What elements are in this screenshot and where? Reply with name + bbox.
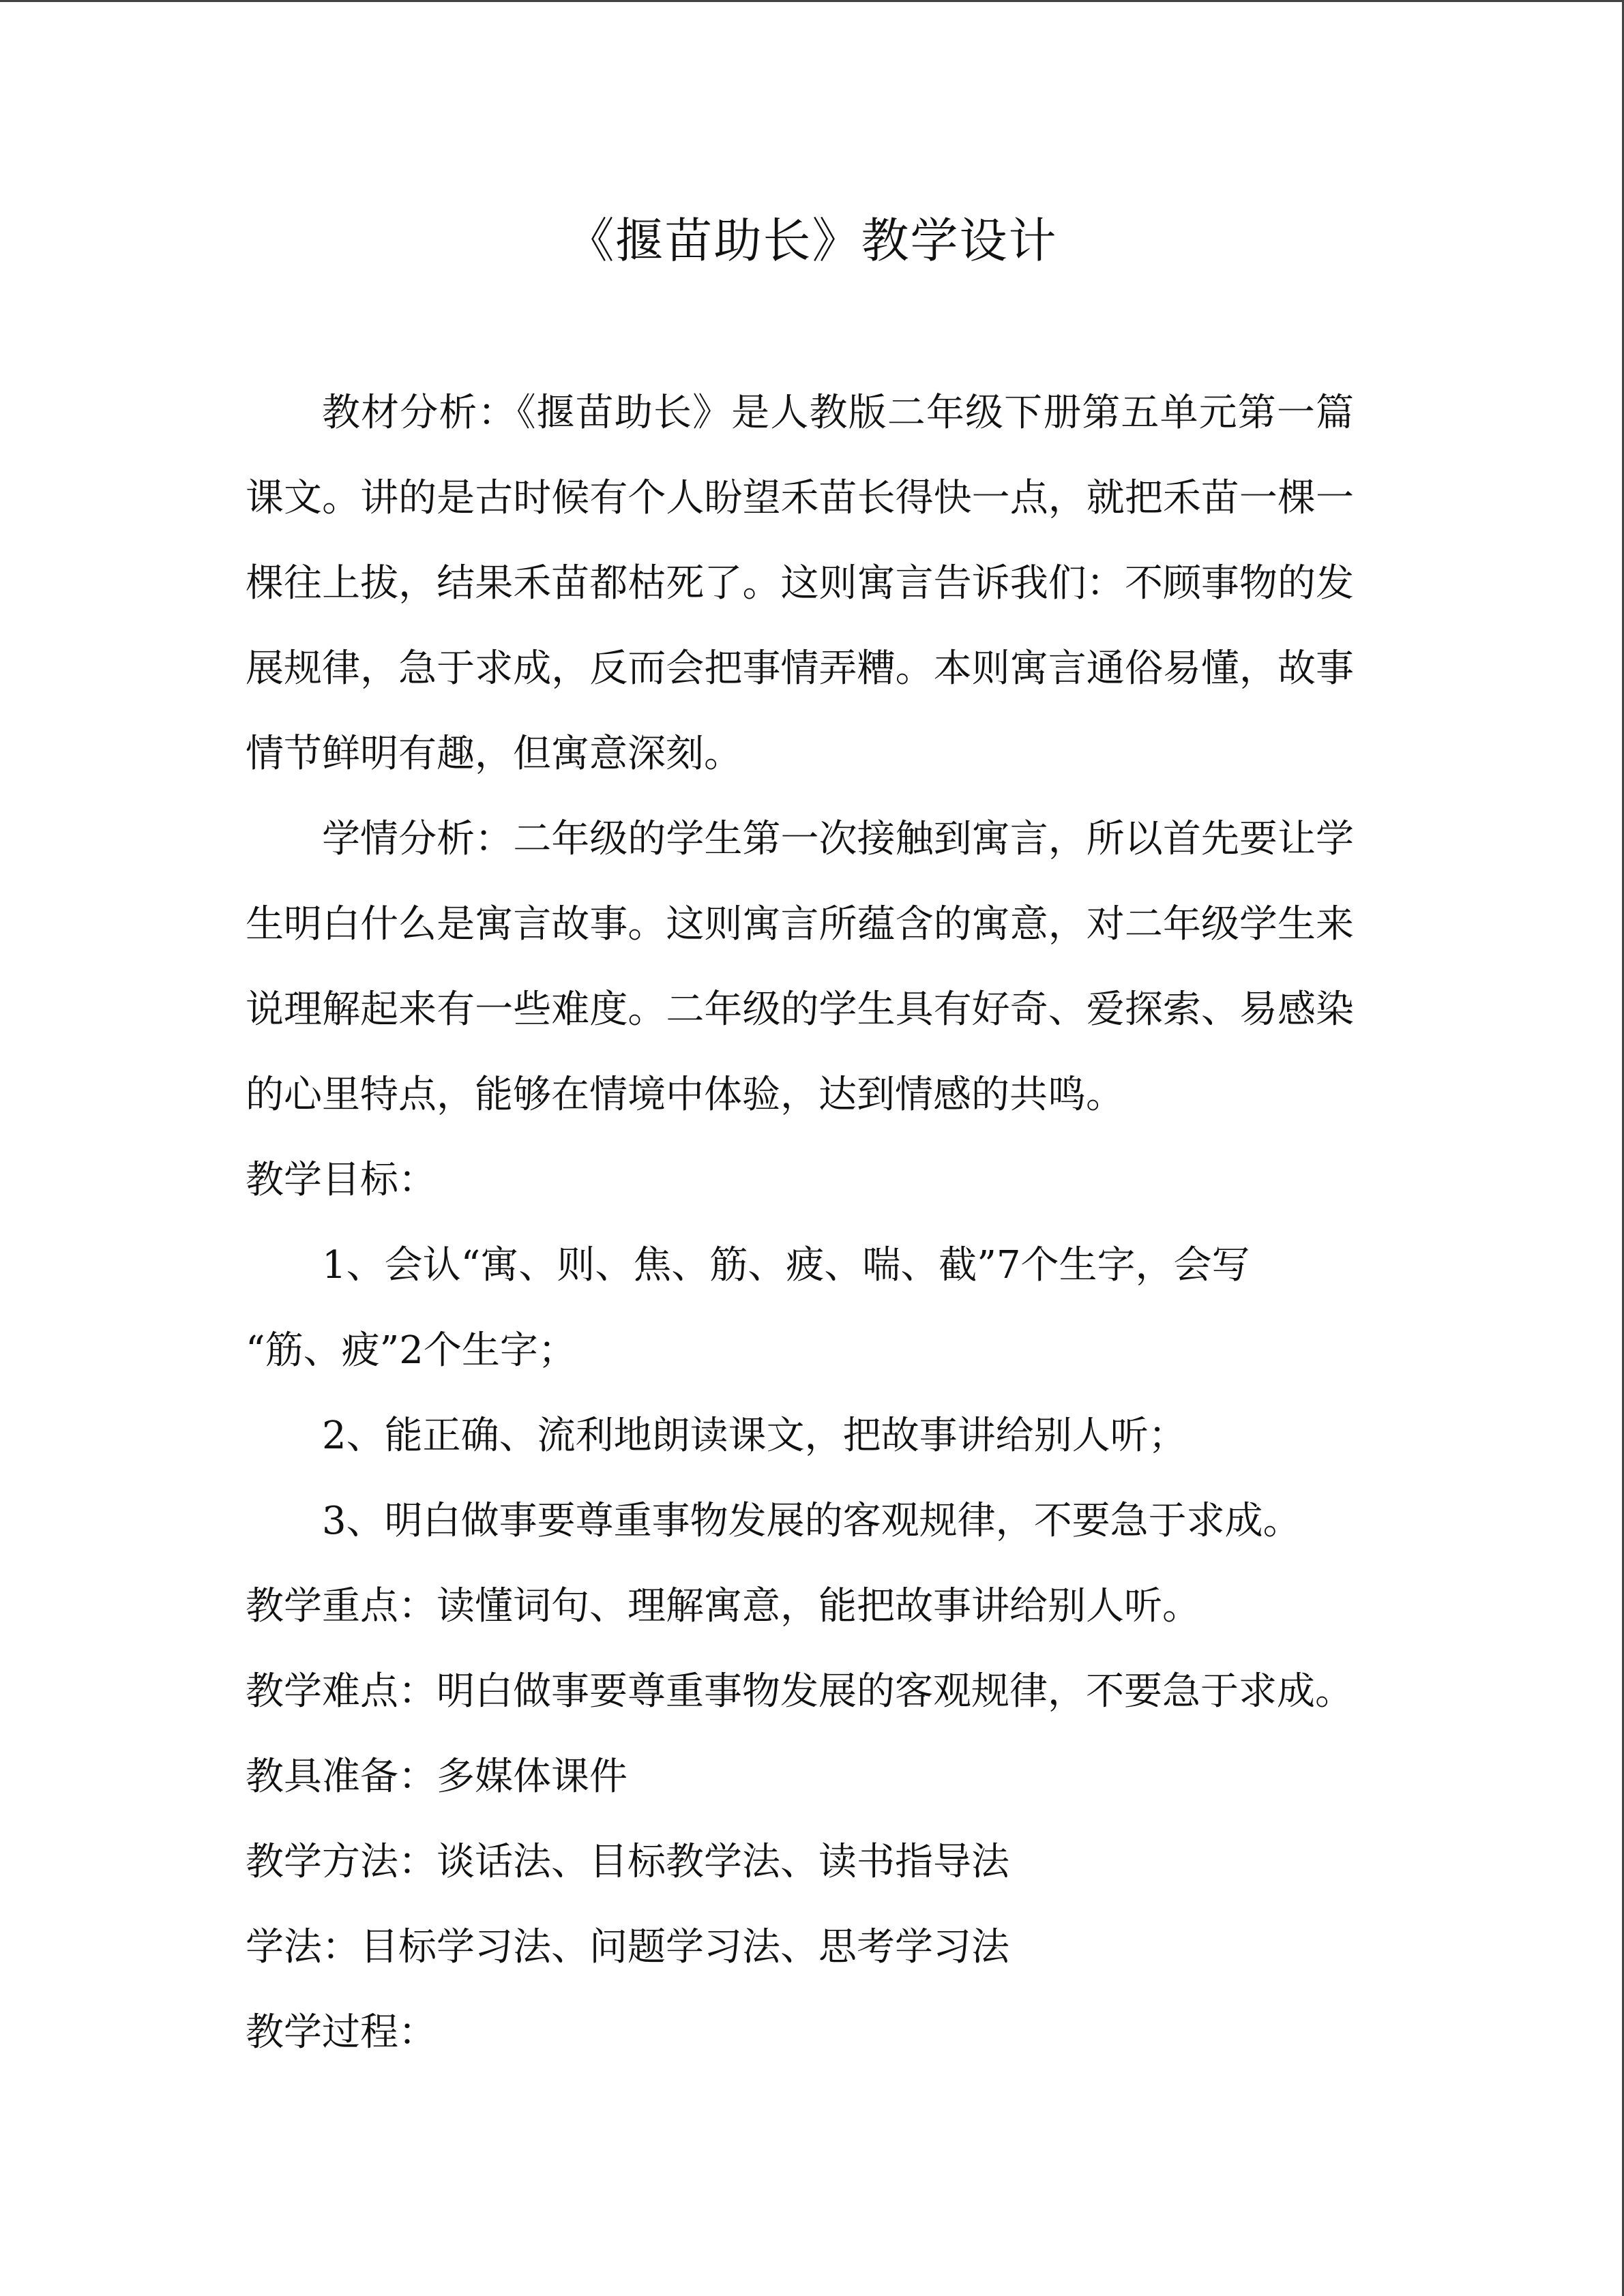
goal-1-line-2: “筋、疲”2个生字；	[246, 1328, 576, 1373]
difficult-points: 教学难点：明白做事要尊重事物发展的客观规律，不要急于求成。	[246, 1669, 1353, 1714]
goal-1-line-1: 1、会认“寓、则、焦、筋、疲、喘、截”7个生字，会写	[322, 1243, 1250, 1287]
document-title: 《揠苗助长》教学设计	[566, 213, 1058, 269]
paragraph-student-analysis: 学情分析：二年级的学生第一次接触到寓言，所以首先要让学生明白什么是寓言故事。这则寓言所蕴含的寓意，对二年级学生来说理解起来有一些难度。二年级的学生具有好奇、爱探索、易感染的心里特点，能够在情境中体验，达到情感的共鸣。	[246, 817, 1354, 1117]
heading-teaching-goals: 教学目标：	[246, 1158, 437, 1202]
heading-teaching-process: 教学过程：	[246, 2010, 437, 2055]
key-points: 教学重点：读懂词句、理解寓意，能把故事讲给别人听。	[246, 1584, 1200, 1628]
document-body	[246, 370, 1354, 2075]
goal-3: 3、明白做事要尊重事物发展的客观规律，不要急于求成。	[322, 1499, 1301, 1543]
teaching-tools: 教具准备：多媒体课件	[246, 1755, 628, 1799]
paragraph-material-analysis: 教材分析：《揠苗助长》是人教版二年级下册第五单元第一篇课文。讲的是古时候有个人盼望禾苗长得快一点，就把禾苗一棵一棵往上拔，结果禾苗都枯死了。这则寓言告诉我们：不顾事物的发展规律，急于求成，反而会把事情弄糟。本则寓言通俗易懂，故事情节鲜明有趣，但寓意深刻。	[246, 391, 1354, 776]
study-methods: 学法：目标学习法、问题学习法、思考学习法	[246, 1925, 1009, 1969]
teaching-methods: 教学方法：谈话法、目标教学法、读书指导法	[246, 1840, 1009, 1884]
goal-2: 2、能正确、流利地朗读课文，把故事讲给别人听；	[322, 1414, 1187, 1458]
